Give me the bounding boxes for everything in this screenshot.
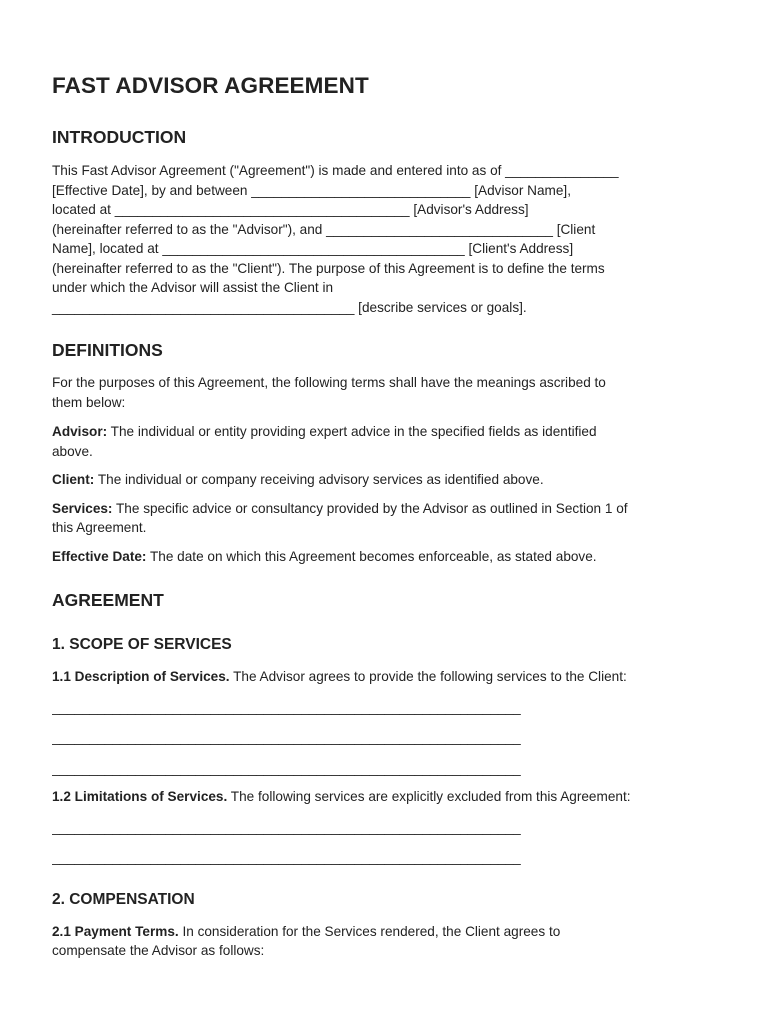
definitions-intro-line: For the purposes of this Agreement, the following terms shall have the meanings ascribed to (52, 375, 606, 390)
section-2-heading: 2. COMPENSATION (52, 890, 195, 908)
introduction-line: [Effective Date], by and between _____________________________ [Advisor Name], (52, 182, 571, 198)
definition-term: Advisor: (52, 424, 108, 439)
definition-item-effective-date (52, 547, 718, 567)
blank-lines-1-2 (52, 818, 718, 868)
blank-line: ______________________________________________________________ (52, 850, 521, 865)
definition-text: The date on which this Agreement becomes enforceable, as stated above. (146, 548, 597, 564)
definition-term: Services: (52, 500, 113, 516)
definition-item-services (52, 499, 718, 538)
clause-text: compensate the Advisor as follows: (52, 943, 265, 958)
definition-item-advisor (52, 422, 718, 461)
introduction-paragraph (52, 161, 718, 317)
clause-label: 1.1 Description of Services. (52, 669, 230, 684)
introduction-line: This Fast Advisor Agreement ("Agreement") is made and entered into as of _______________ (52, 163, 619, 178)
document-title: FAST ADVISOR AGREEMENT (52, 73, 369, 98)
definitions-heading: DEFINITIONS (52, 340, 163, 360)
definition-text: The individual or company receiving advisory services as identified above. (94, 472, 544, 487)
blank-line: ______________________________________________________________ (52, 819, 521, 835)
definition-term: Client: (52, 472, 95, 487)
definition-term: Effective Date: (52, 548, 147, 564)
definition-text: The individual or entity providing expert advice in the specified fields as identified (107, 424, 597, 439)
introduction-line: located at _______________________________________ [Advisor's Address] (52, 202, 529, 217)
clause-text: The Advisor agrees to provide the following services to the Client: (229, 669, 627, 684)
clause-1-1 (52, 667, 718, 687)
introduction-line: under which the Advisor will assist the Client in (52, 280, 334, 295)
clause-1-2 (52, 787, 718, 807)
introduction-line: ________________________________________ [describe services or goals]. (52, 299, 527, 315)
agreement-heading: AGREEMENT (52, 590, 164, 610)
introduction-line: (hereinafter referred to as the "Advisor"), and ______________________________ [Client (52, 221, 596, 237)
definition-text: this Agreement. (52, 520, 147, 535)
clause-2-1 (52, 922, 718, 961)
clause-label: 1.2 Limitations of Services. (52, 789, 228, 804)
definition-text: above. (52, 443, 93, 459)
clause-text: In consideration for the Services rendered, the Client agrees to (178, 923, 561, 939)
introduction-line: (hereinafter referred to as the "Client"). The purpose of this Agreement is to define the terms (52, 260, 605, 276)
definitions-intro (52, 373, 718, 412)
definition-item-client (52, 470, 718, 490)
blank-line: ______________________________________________________________ (52, 699, 521, 715)
introduction-heading: INTRODUCTION (52, 127, 187, 147)
definition-text: The specific advice or consultancy provided by the Advisor as outlined in Section 1 of (112, 500, 628, 516)
section-1-heading: 1. SCOPE OF SERVICES (52, 636, 232, 653)
blank-line: ______________________________________________________________ (52, 730, 521, 745)
clause-text: The following services are explicitly excluded from this Agreement: (227, 789, 631, 804)
clause-label: 2.1 Payment Terms. (52, 923, 179, 939)
introduction-line: Name], located at ________________________________________ [Client's Address] (52, 241, 574, 256)
definitions-intro-line: them below: (52, 394, 126, 410)
blank-line: ______________________________________________________________ (52, 760, 521, 776)
blank-lines-1-1 (52, 698, 718, 779)
